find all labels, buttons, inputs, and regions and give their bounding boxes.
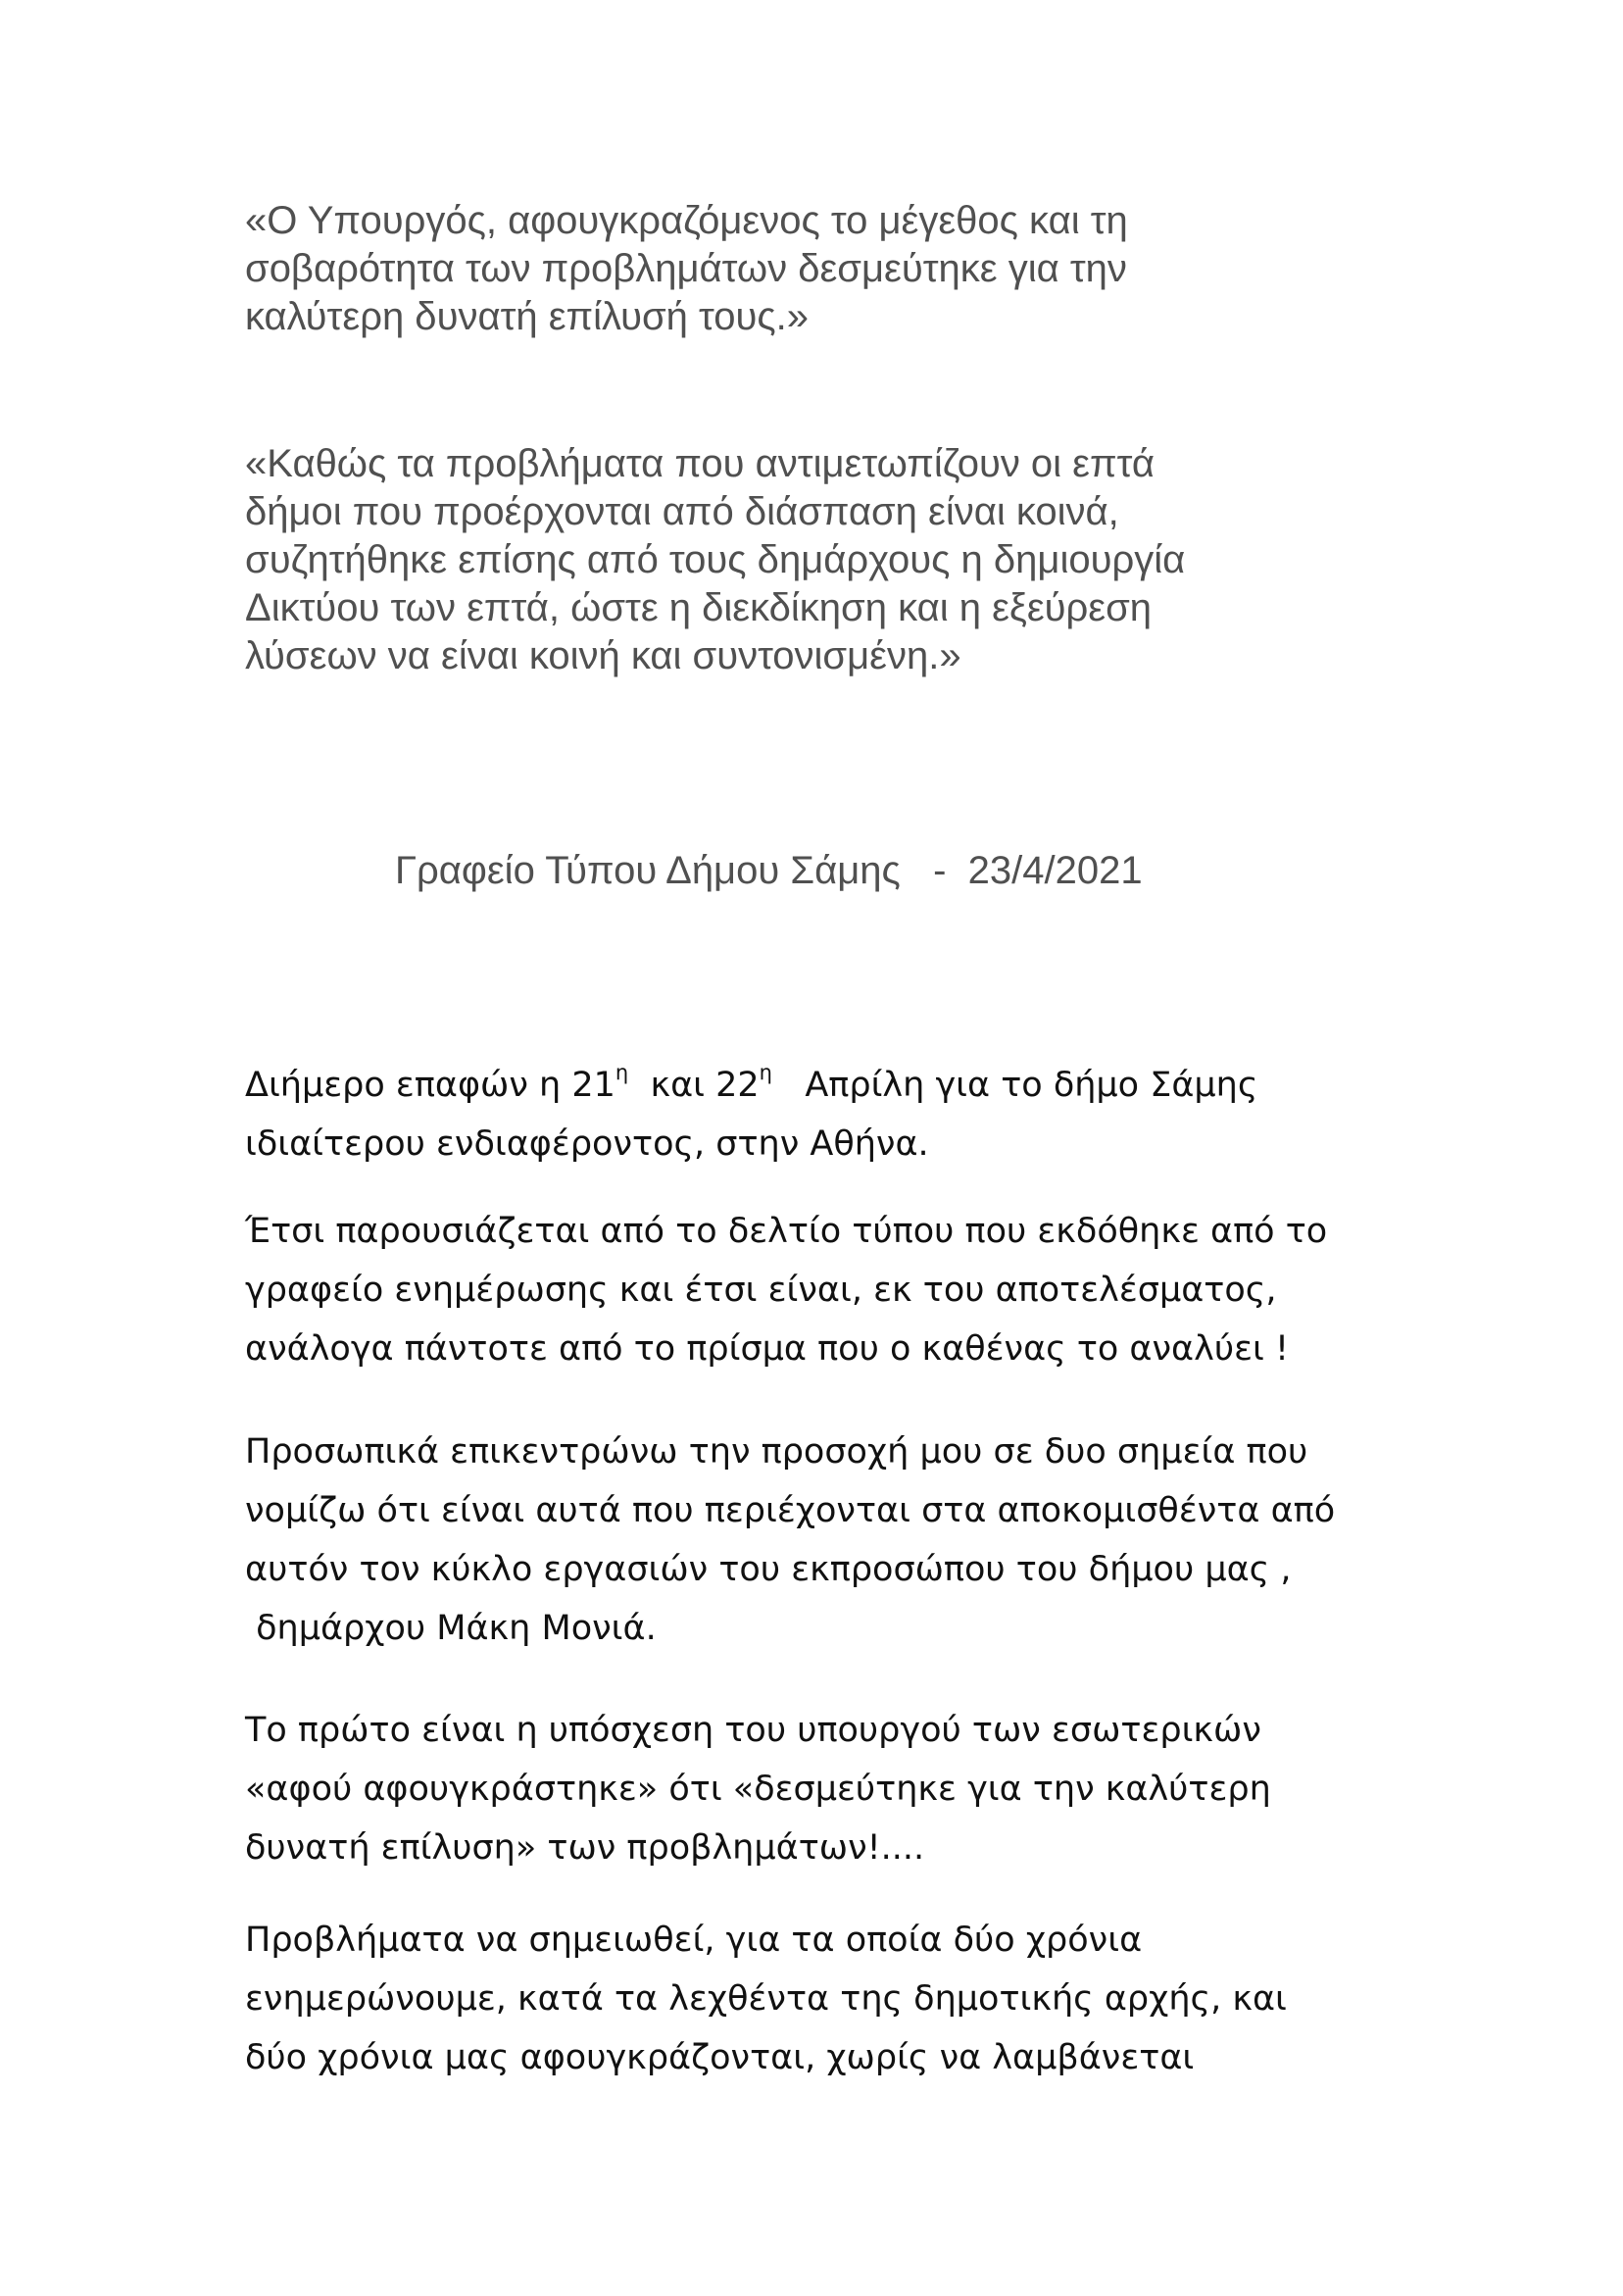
paragraph-line: Έτσι παρουσιάζεται από το δελτίο τύπου που εκδόθηκε από το (245, 1212, 1328, 1251)
ordinal-suffix: η (615, 1061, 629, 1085)
body-paragraph (245, 1202, 1421, 1378)
quote-line: «Καθώς τα προβλήματα που αντιμετωπίζουν οι επτά (245, 442, 1155, 485)
quote-line: σοβαρότητα των προβλημάτων δεσμεύτηκε για την (245, 247, 1127, 290)
paragraph-line: Προβλήματα να σημειωθεί, για τα οποία δύο χρόνια (245, 1921, 1143, 1960)
paragraph-line: «αφού αφουγκράστηκε» ότι «δεσμεύτηκε για την καλύτερη (245, 1770, 1271, 1809)
body-paragraph (245, 1911, 1421, 2087)
paragraph-line: ενημερώνουμε, κατά τα λεχθέντα της δημοτικής αρχής, και (245, 1979, 1287, 2019)
quote-line: Δικτύου των επτά, ώστε η διεκδίκηση και η εξεύρεση (245, 586, 1153, 629)
paragraph-line: δύο χρόνια μας αφουγκράζονται, χωρίς να λαμβάνεται (245, 2038, 1195, 2077)
paragraph-line: δυνατή επίλυση» των προβλημάτων!.... (245, 1828, 925, 1868)
paragraph-line: ανάλογα πάντοτε από το πρίσμα που ο καθένας το αναλύει ! (245, 1329, 1290, 1369)
quote-line: λύσεων να είναι κοινή και συντονισμένη.» (245, 634, 961, 677)
body-paragraph (245, 1423, 1421, 1658)
press-office-signature: Γραφείο Τύπου Δήμου Σάμης - 23/4/2021 (395, 849, 1143, 892)
intro-text: Απρίλη για το δήμο Σάμης (771, 1066, 1258, 1105)
paragraph-line: δημάρχου Μάκη Μονιά. (245, 1609, 657, 1648)
quote-block-network (245, 440, 1402, 680)
quote-line: δήμοι που προέρχονται από διάσπαση είναι κοινά, (245, 490, 1119, 533)
intro-line-2: ιδιαίτερου ενδιαφέροντος, στην Αθήνα. (245, 1124, 929, 1164)
paragraph-line: νομίζω ότι είναι αυτά που περιέχονται στα αποκομισθέντα από (245, 1491, 1336, 1530)
paragraph-line: Το πρώτο είναι η υπόσχεση του υπουργού των εσωτερικών (245, 1711, 1261, 1750)
intro-text: και 22 (628, 1066, 760, 1105)
intro-line-1 (245, 1056, 1421, 1115)
quote-line: συζητήθηκε επίσης από τους δημάρχους η δημιουργία (245, 538, 1186, 581)
body-paragraph (245, 1701, 1421, 1877)
ordinal-suffix: η (759, 1061, 772, 1085)
quote-line: καλύτερη δυνατή επίλυσή τους.» (245, 295, 809, 338)
paragraph-line: αυτόν τον κύκλο εργασιών του εκπροσώπου του δήμου μας , (245, 1550, 1292, 1589)
intro-paragraph (245, 1056, 1421, 1173)
paragraph-line: γραφείο ενημέρωσης και έτσι είναι, εκ του αποτελέσματος, (245, 1271, 1277, 1310)
quote-line: «Ο Υπουργός, αφουγκραζόμενος το μέγεθος και τη (245, 199, 1128, 242)
paragraph-line: Προσωπικά επικεντρώνω την προσοχή μου σε δυο σημεία που (245, 1432, 1308, 1472)
intro-text: Διήμερο επαφών η 21 (245, 1066, 615, 1105)
quote-block-minister (245, 197, 1402, 341)
